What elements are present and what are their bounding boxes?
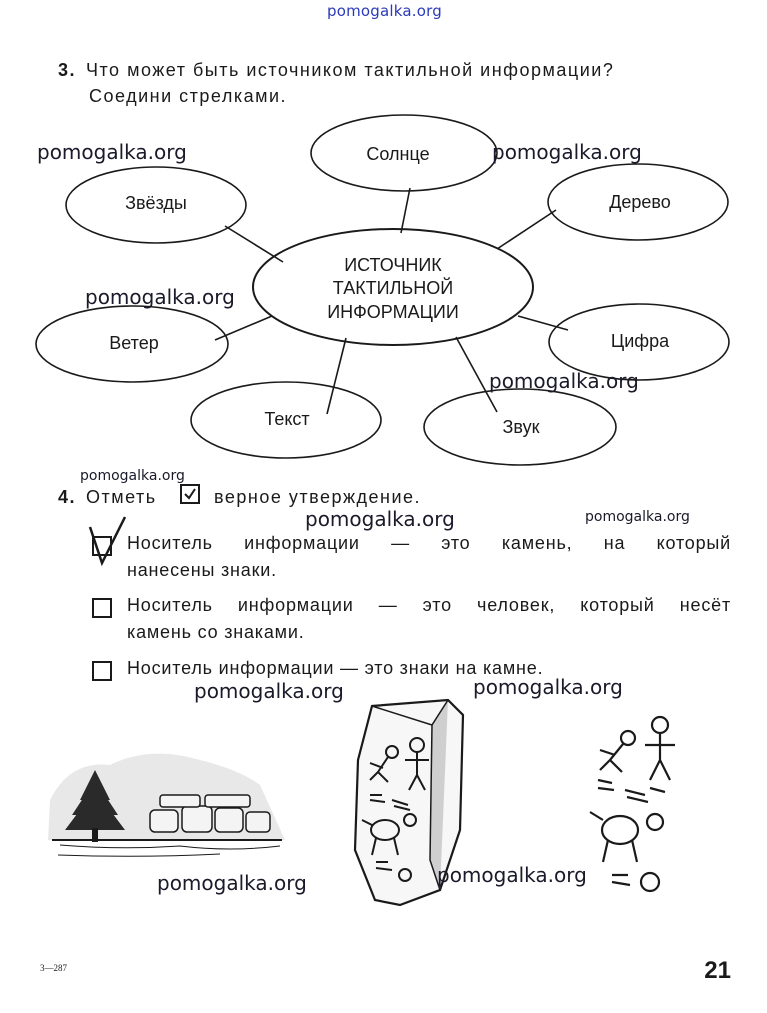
oval-text-label: Текст: [264, 409, 310, 429]
statement-2: [127, 592, 731, 646]
watermark-10: pomogalka.org: [157, 871, 307, 895]
task3-question-line1: Что может быть источником тактильной информации?: [86, 60, 615, 80]
task3-number: 3.: [58, 60, 77, 80]
statement-2-checkbox[interactable]: [92, 598, 112, 618]
statement-1-checkbox[interactable]: [92, 536, 112, 556]
watermark-1: pomogalka.org: [37, 140, 187, 164]
task4-instruction-post: верное утверждение.: [214, 487, 422, 507]
signs-illustration: [590, 717, 675, 891]
print-code: 3—287: [40, 963, 67, 973]
line-to-wind: [215, 316, 272, 340]
center-label-line2: ТАКТИЛЬНОЙ: [332, 278, 454, 298]
task4-instruction: [58, 487, 157, 508]
oval-tree-label: Дерево: [609, 192, 671, 212]
watermark-8: pomogalka.org: [194, 679, 344, 703]
task4-instruction-pre: Отметь: [86, 487, 157, 507]
statement-3-line1: Носитель информации — это знаки на камне.: [127, 658, 544, 678]
center-label-line1: ИСТОЧНИК: [344, 255, 442, 275]
statement-1-line2: нанесены знаки.: [127, 560, 277, 580]
oval-sun-label: Солнце: [366, 144, 430, 164]
watermark-4: pomogalka.org: [489, 369, 639, 393]
task3-question-line2: Соедини стрелками.: [89, 86, 288, 106]
watermark-top: pomogalka.org: [327, 2, 442, 20]
statement-1: [127, 530, 731, 584]
statement-2-line2: камень со знаками.: [127, 622, 305, 642]
line-to-sun: [401, 188, 410, 233]
watermark-5: pomogalka.org: [80, 468, 185, 484]
statement-3-checkbox[interactable]: [92, 661, 112, 681]
oval-wind-label: Ветер: [109, 333, 159, 353]
example-checkbox-icon: [180, 484, 200, 504]
landscape-illustration: [48, 754, 285, 857]
watermark-2: pomogalka.org: [492, 140, 642, 164]
task4-number: 4.: [58, 487, 77, 507]
watermark-7: pomogalka.org: [585, 509, 690, 525]
oval-stars-label: Звёзды: [125, 193, 187, 213]
watermark-11: pomogalka.org: [437, 863, 587, 887]
oval-sound-label: Звук: [502, 417, 540, 437]
line-to-tree: [497, 210, 556, 249]
page-number: 21: [704, 957, 731, 984]
watermark-9: pomogalka.org: [473, 675, 623, 699]
statement-2-line1: Носитель информации — это человек, который несёт: [127, 595, 731, 615]
center-label-line3: ИНФОРМАЦИИ: [327, 302, 459, 322]
watermark-6: pomogalka.org: [305, 507, 455, 531]
line-to-text: [327, 338, 346, 414]
statement-1-line1: Носитель информации — это камень, на который: [127, 533, 731, 553]
oval-digit-label: Цифра: [610, 331, 670, 351]
watermark-3: pomogalka.org: [85, 285, 235, 309]
